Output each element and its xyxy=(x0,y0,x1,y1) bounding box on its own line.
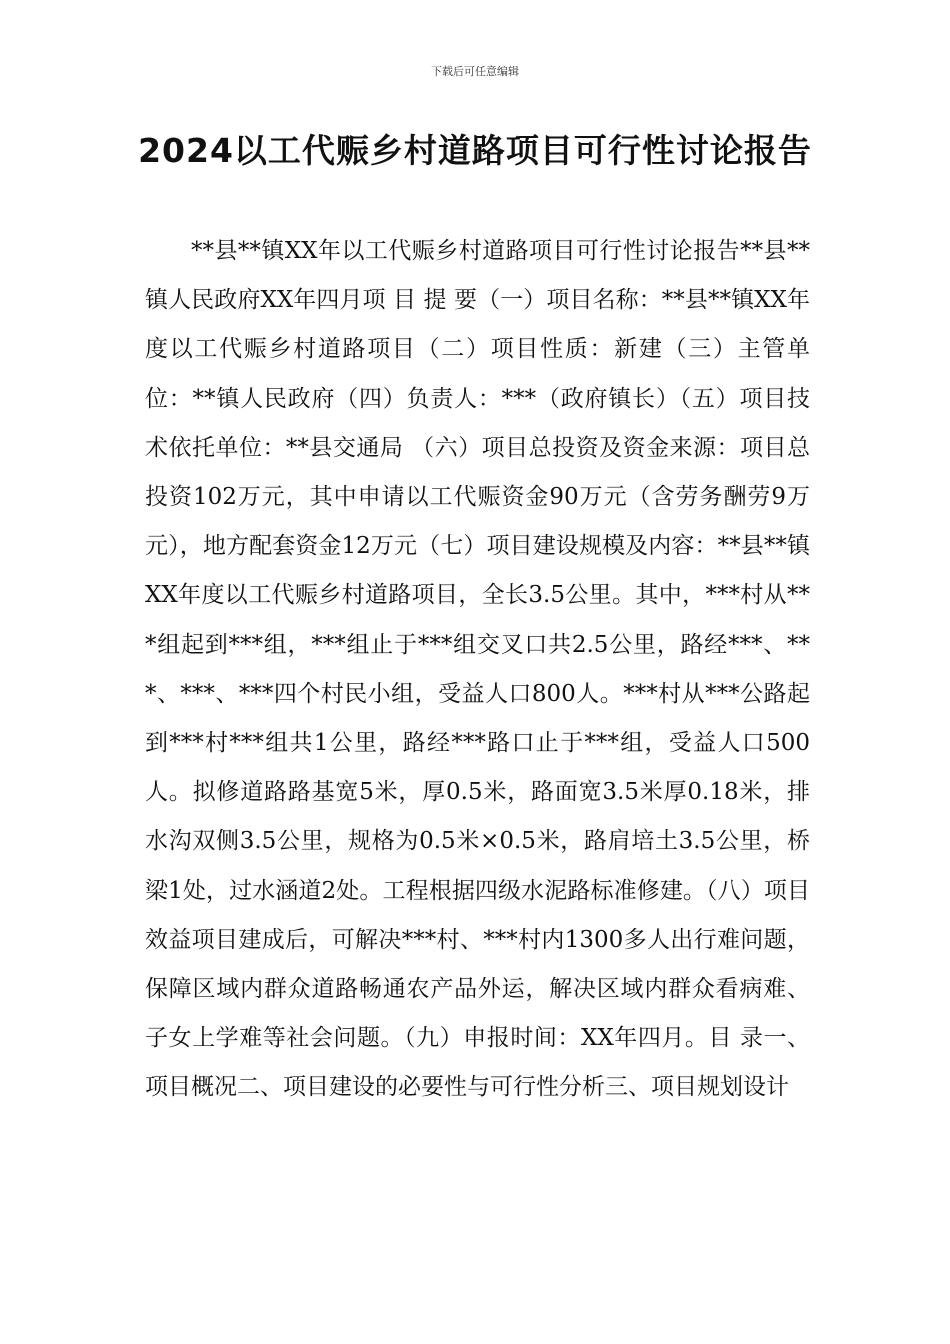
header-note: 下载后可任意编辑 xyxy=(431,65,519,78)
document-body: **县**镇XX年以工代赈乡村道路项目可行性讨论报告**县**镇人民政府XX年四月项 目 提 要（一）项目名称：**县**镇XX年度以工代赈乡村道路项目（二）项目性质：新建（三）主管单位：**镇人民政府（四）负责人：***（政府镇长）（五）项目技术依托单位：**县交通局 （六）项目总投资及资金来源：项目总投资102万元，其中申请以工代赈资金90万元（含劳务酬劳9万元），地方配套资金12万元（七）项目建设规模及内容：**县**镇XX年度以工代赈乡村道路项目，全长3.5公里。其中，***村从***组起到***组，***组止于***组交叉口共2.5公里，路经***、***、***、***四个村民小组，受益人口800人。***村从***公路起到***村***组共1公里，路经***路口止于***组，受益人口500人。拟修道路路基宽5米，厚0.5米，路面宽3.5米厚0.18米，排水沟双侧3.5公里，规格为0.5米×0.5米，路肩培土3.5公里，桥梁1处，过水涵道2处。工程根据四级水泥路标准修建。（八）项目效益项目建成后，可解决***村、***村内1300多人出行难问题，保障区域内群众道路畅通农产品外运，解决区域内群众看病难、子女上学难等社会问题。（九）申报时间：XX年四月。目 录一、项目概况二、项目建设的必要性与可行性分析三、项目规划设计 xyxy=(145,238,810,1101)
document-title: 2024以工代赈乡村道路项目可行性讨论报告 xyxy=(138,131,812,170)
